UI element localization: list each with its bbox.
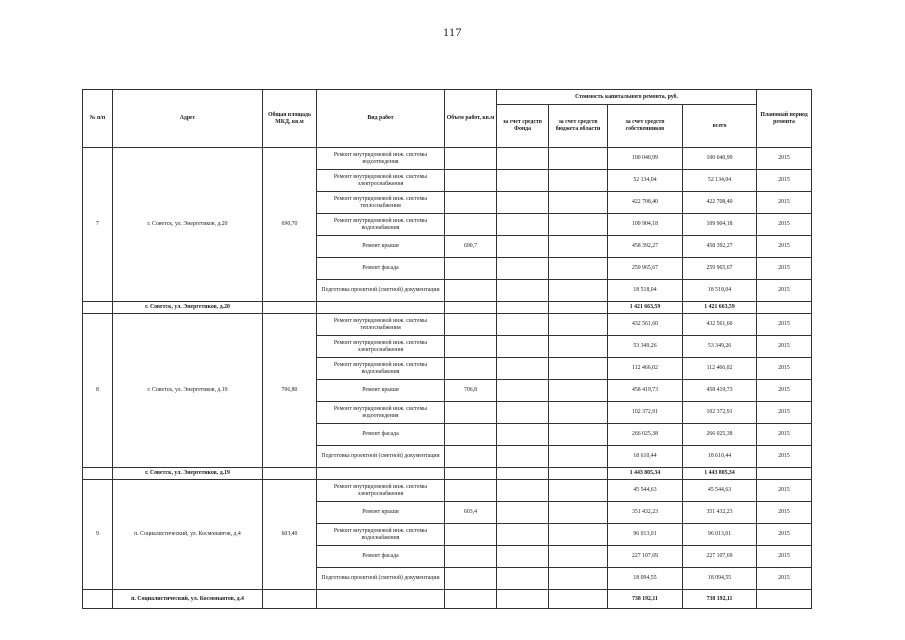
group-area: 706,80 (263, 314, 317, 468)
cell-fund (497, 214, 549, 236)
cell-region (549, 214, 608, 236)
cell-period: 2015 (757, 258, 812, 280)
cell-fund (497, 502, 549, 524)
cell-total: 266 025,38 (683, 424, 757, 446)
total-address: г. Советск, ул. Энергетиков, д.19 (113, 468, 263, 480)
cell-work: Ремонт внутридомовой инж. системы водоснабжения (317, 358, 445, 380)
cell-own: 100 040,99 (608, 148, 683, 170)
cell-own: 96 013,01 (608, 524, 683, 546)
cell-fund (497, 258, 549, 280)
cell-volume (445, 446, 497, 468)
cell-total: 96 013,01 (683, 524, 757, 546)
cell-region (549, 568, 608, 590)
cell-fund (497, 148, 549, 170)
cell-period: 2015 (757, 424, 812, 446)
cell-work: Ремонт фасада (317, 546, 445, 568)
total-total: 1 421 663,59 (683, 302, 757, 314)
cell-fund (497, 170, 549, 192)
cell-region (549, 170, 608, 192)
cell-total: 227 107,69 (683, 546, 757, 568)
capital-repair-table (82, 89, 812, 609)
group-address: г. Советск, ул. Энергетиков, д.19 (113, 314, 263, 468)
cell-work: Ремонт крыши (317, 502, 445, 524)
total-row (83, 302, 812, 314)
cell-fund (497, 402, 549, 424)
cell-volume (445, 524, 497, 546)
cell-total: 102 372,91 (683, 402, 757, 424)
cell-volume (445, 546, 497, 568)
cell-work: Ремонт фасада (317, 424, 445, 446)
cell-work: Ремонт внутридомовой инж. системы теплоснабжения (317, 192, 445, 214)
cell-fund (497, 524, 549, 546)
cell-volume: 706,8 (445, 380, 497, 402)
cell-volume (445, 336, 497, 358)
cell-own: 458 419,73 (608, 380, 683, 402)
cell-work: Ремонт внутридомовой инж. системы электроснабжения (317, 336, 445, 358)
cell-region (549, 236, 608, 258)
cell-fund (497, 280, 549, 302)
cell-total: 109 904,18 (683, 214, 757, 236)
cell-period: 2015 (757, 280, 812, 302)
cell-own: 45 544,63 (608, 480, 683, 502)
header-region: за счет средств бюджета области (549, 105, 608, 148)
cell-own: 432 561,60 (608, 314, 683, 336)
cell-own: 259 965,67 (608, 258, 683, 280)
cell-volume (445, 402, 497, 424)
cell-total: 458 419,73 (683, 380, 757, 402)
cell-fund (497, 568, 549, 590)
cell-fund (497, 314, 549, 336)
cell-total: 18 094,55 (683, 568, 757, 590)
cell-region (549, 502, 608, 524)
cell-period: 2015 (757, 524, 812, 546)
cell-period: 2015 (757, 170, 812, 192)
cell-volume (445, 568, 497, 590)
table-row (83, 314, 812, 336)
total-num (83, 590, 113, 609)
total-row (83, 590, 812, 609)
cell-total: 432 561,60 (683, 314, 757, 336)
cell-volume (445, 280, 497, 302)
total-own: 1 443 805,34 (608, 468, 683, 480)
header-own: за счет средств собственников (608, 105, 683, 148)
total-own: 738 192,11 (608, 590, 683, 609)
cell-work: Ремонт внутридомовой инж. системы водоотведения (317, 402, 445, 424)
cell-total: 18 518,04 (683, 280, 757, 302)
cell-own: 266 025,38 (608, 424, 683, 446)
header-address: Адрес (113, 90, 263, 148)
cell-own: 458 392,27 (608, 236, 683, 258)
cell-own: 422 708,40 (608, 192, 683, 214)
total-address: п. Социалистический, ул. Космонавтов, д.4 (113, 590, 263, 609)
cell-total: 52 134,04 (683, 170, 757, 192)
cell-total: 259 965,67 (683, 258, 757, 280)
cell-fund (497, 546, 549, 568)
cell-period: 2015 (757, 502, 812, 524)
cell-fund (497, 236, 549, 258)
group-address: г. Советск, ул. Энергетиков, д.20 (113, 148, 263, 302)
cell-region (549, 402, 608, 424)
cell-fund (497, 380, 549, 402)
table-row (83, 480, 812, 502)
header-cost-group: Стоимость капитального ремонта, руб. (497, 90, 757, 105)
cell-total: 45 544,63 (683, 480, 757, 502)
cell-work: Подготовка проектной (сметной) документации (317, 280, 445, 302)
cell-own: 18 094,55 (608, 568, 683, 590)
header-fund: за счет средств Фонда (497, 105, 549, 148)
cell-work: Ремонт внутридомовой инж. системы водоотведения (317, 148, 445, 170)
cell-region (549, 280, 608, 302)
cell-period: 2015 (757, 148, 812, 170)
cell-period: 2015 (757, 192, 812, 214)
cell-work: Ремонт внутридомовой инж. системы теплоснабжения (317, 314, 445, 336)
cell-region (549, 358, 608, 380)
header-volume: Объем работ, кв.м (445, 90, 497, 148)
table-row (83, 148, 812, 170)
cell-period: 2015 (757, 214, 812, 236)
cell-volume (445, 424, 497, 446)
cell-volume (445, 214, 497, 236)
cell-region (549, 424, 608, 446)
cell-work: Ремонт внутридомовой инж. системы электроснабжения (317, 170, 445, 192)
group-area: 603,40 (263, 480, 317, 590)
cell-total: 100 040,99 (683, 148, 757, 170)
cell-own: 18 518,04 (608, 280, 683, 302)
cell-region (549, 446, 608, 468)
cell-work: Ремонт фасада (317, 258, 445, 280)
cell-fund (497, 192, 549, 214)
header-num: № п/п (83, 90, 113, 148)
total-total: 738 192,11 (683, 590, 757, 609)
cell-total: 422 708,40 (683, 192, 757, 214)
cell-volume (445, 258, 497, 280)
cell-period: 2015 (757, 546, 812, 568)
cell-region (549, 524, 608, 546)
cell-own: 351 432,23 (608, 502, 683, 524)
cell-volume: 690,7 (445, 236, 497, 258)
cell-fund (497, 446, 549, 468)
header-work: Вид работ (317, 90, 445, 148)
cell-total: 18 610,44 (683, 446, 757, 468)
cell-total: 458 392,27 (683, 236, 757, 258)
group-num: 9 (83, 480, 113, 590)
cell-region (549, 148, 608, 170)
cell-work: Подготовка проектной (сметной) документации (317, 568, 445, 590)
cell-region (549, 336, 608, 358)
cell-total: 112 466,02 (683, 358, 757, 380)
total-num (83, 302, 113, 314)
cell-region (549, 546, 608, 568)
cell-volume (445, 358, 497, 380)
cell-own: 109 904,18 (608, 214, 683, 236)
total-num (83, 468, 113, 480)
cell-period: 2015 (757, 446, 812, 468)
total-total: 1 443 805,34 (683, 468, 757, 480)
cell-region (549, 380, 608, 402)
cell-work: Ремонт внутридомовой инж. системы электроснабжения (317, 480, 445, 502)
header-total: всего (683, 105, 757, 148)
group-address: п. Социалистический, ул. Космонавтов, д.4 (113, 480, 263, 590)
cell-own: 112 466,02 (608, 358, 683, 380)
group-num: 8 (83, 314, 113, 468)
cell-total: 53 349,26 (683, 336, 757, 358)
cell-own: 102 372,91 (608, 402, 683, 424)
cell-work: Подготовка проектной (сметной) документации (317, 446, 445, 468)
group-area: 690,70 (263, 148, 317, 302)
cell-fund (497, 336, 549, 358)
header-area: Общая площадь МКД, кв.м (263, 90, 317, 148)
group-num: 7 (83, 148, 113, 302)
cell-total: 351 432,23 (683, 502, 757, 524)
cell-fund (497, 424, 549, 446)
cell-own: 52 134,04 (608, 170, 683, 192)
cell-volume (445, 314, 497, 336)
page-number: 117 (442, 25, 463, 39)
cell-fund (497, 480, 549, 502)
cell-work: Ремонт крыши (317, 236, 445, 258)
cell-own: 18 610,44 (608, 446, 683, 468)
cell-period: 2015 (757, 358, 812, 380)
cell-volume (445, 148, 497, 170)
cell-volume (445, 170, 497, 192)
cell-fund (497, 358, 549, 380)
cell-own: 227 107,69 (608, 546, 683, 568)
cell-own: 53 349,26 (608, 336, 683, 358)
cell-period: 2015 (757, 480, 812, 502)
cell-volume (445, 480, 497, 502)
total-own: 1 421 663,59 (608, 302, 683, 314)
cell-work: Ремонт внутридомовой инж. системы водоснабжения (317, 214, 445, 236)
cell-period: 2015 (757, 314, 812, 336)
cell-region (549, 192, 608, 214)
cell-work: Ремонт внутридомовой инж. системы водоснабжения (317, 524, 445, 546)
total-address: г. Советск, ул. Энергетиков, д.20 (113, 302, 263, 314)
header-period: Плановый период ремонта (757, 90, 812, 148)
cell-period: 2015 (757, 236, 812, 258)
cell-period: 2015 (757, 380, 812, 402)
cell-period: 2015 (757, 568, 812, 590)
cell-work: Ремонт крыши (317, 380, 445, 402)
cell-region (549, 314, 608, 336)
cell-region (549, 480, 608, 502)
cell-volume: 603,4 (445, 502, 497, 524)
cell-volume (445, 192, 497, 214)
total-row (83, 468, 812, 480)
cell-period: 2015 (757, 402, 812, 424)
cell-region (549, 258, 608, 280)
cell-period: 2015 (757, 336, 812, 358)
